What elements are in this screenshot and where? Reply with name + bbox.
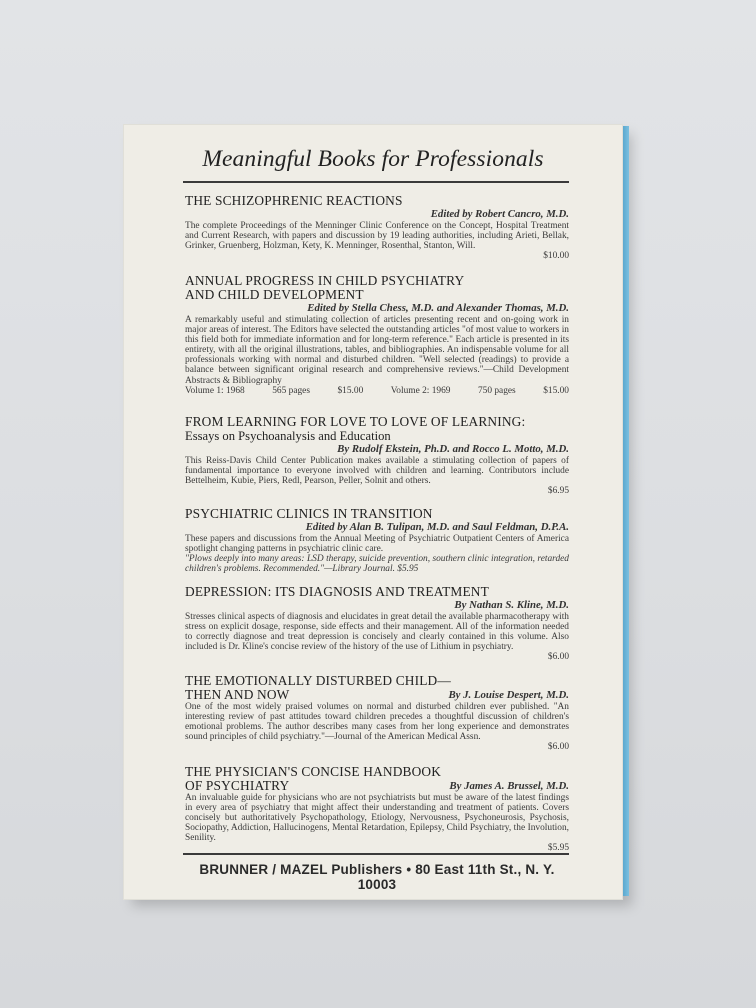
book-title-line1: THE EMOTIONALLY DISTURBED CHILD— [185, 673, 451, 688]
book-editor: By Nathan S. Kline, M.D. [454, 599, 569, 611]
book-entry-psychiatric-clinics [185, 507, 569, 574]
book-subtitle: Essays on Psychoanalysis and Education [185, 429, 391, 443]
book-description: An invaluable guide for physicians who are not psychiatrists but must be aware of the latest findings in every area of psychiatry that might affect their understanding and treatment of patients. Covers concisely but authoritatively Psychopathology, Etiology, Nervousness, Psychoneurosis, Psychosis, Sociopathy, Addiction, Hallucinogens, Mental Retardation, Epilepsy, Child Psychiatry, the Involution, Senility. [185, 793, 569, 844]
book-price: $10.00 [543, 251, 569, 262]
pages-2: 750 pages [477, 385, 516, 396]
price-1: $15.00 [337, 385, 364, 396]
price-2: $15.00 [543, 385, 569, 396]
book-entry-emotionally-disturbed-child [185, 674, 569, 752]
book-entry-learning-for-love [185, 415, 569, 496]
book-editor: By James A. Brussel, M.D. [449, 780, 569, 792]
book-title-line2: OF PSYCHIATRY [185, 778, 290, 793]
book-price: $6.95 [547, 486, 569, 497]
book-back-cover [123, 124, 623, 900]
volume-2: Volume 2: 1969 [390, 385, 451, 396]
book-description: These papers and discussions from the Annual Meeting of Psychiatric Outpatient Centers of America spotlight changing patterns in psychiatric clinic care. [185, 534, 569, 555]
book-description: A remarkably useful and stimulating collection of articles presenting recent and on-going work in major areas of interest. The Editors have selected the outstanding articles "of most value to workers in this field both for immediate information and for long-term reference." Each article is presented in its entirety, with all the original illustrations, tables, and bibliographies. An indispensable volume for all professionals working with normal and disturbed children. "Well selected (readings) to provide a balance between significant original research and comprehensive reviews."—Child Development Abstracts & Bibliography [185, 315, 569, 386]
book-title-line1: ANNUAL PROGRESS IN CHILD PSYCHIATRY [185, 273, 465, 288]
book-title-line2: THEN AND NOW [185, 687, 290, 702]
volume-row [185, 386, 569, 396]
footer-rule [183, 853, 569, 855]
book-description: Stresses clinical aspects of diagnosis and elucidates in great detail the available pharmacotherapy with stress on explicit dosage, response, side effects and their management. All of the information needed to correctly diagnose and treat depression is concisely and clearly contained in this volume. Also included is Dr. Kline's concise review of the history of the use of Lithium in psychiatry. [185, 612, 569, 653]
publisher-line: BRUNNER / MAZEL Publishers • 80 East 11th St., N. Y. 10003 [199, 862, 555, 892]
book-title: THE SCHIZOPHRENIC REACTIONS [185, 193, 403, 208]
volume-1: Volume 1: 1968 [185, 385, 245, 396]
book-entry-depression [185, 585, 569, 662]
book-editor: By J. Louise Despert, M.D. [448, 689, 569, 701]
book-entry-physicians-handbook [185, 765, 569, 854]
book-price: $6.00 [547, 742, 569, 753]
book-editor: Edited by Robert Cancro, M.D. [430, 208, 569, 220]
book-entry-annual-progress [185, 274, 569, 396]
book-description: The complete Proceedings of the Menninger Clinic Conference on the Concept, Hospital Treatment and Current Research, with papers and discussion by 19 leading authorities, including Arieti, Bellak, Grinker, Gruenberg, Holzman, Kety, K. Menninger, Rosenthal, Stanton, Will. [185, 221, 569, 252]
heading-rule [183, 181, 569, 183]
book-description: This Reiss-Davis Child Center Publication makes available a stimulating collection of papers of fundamental importance to everyone involved with children and learning. Contributors include Bettelheim, Kubie, Piers, Redl, Pearson, Peller, Solnit and others. [185, 456, 569, 487]
page-heading: Meaningful Books for Professionals [202, 146, 544, 172]
book-description: One of the most widely praised volumes on normal and disturbed children ever published. "An interesting review of past attitudes toward children precedes a thoughtful discussion of children's emotional problems. The author describes many cases from her long experience and demonstrates sound principles of child psychiatry."—Journal of the American Medical Assn. [185, 702, 569, 743]
book-editor: Edited by Stella Chess, M.D. and Alexander Thomas, M.D. [307, 302, 569, 314]
book-title: FROM LEARNING FOR LOVE TO LOVE OF LEARNING: [185, 414, 526, 429]
book-title-line1: THE PHYSICIAN'S CONCISE HANDBOOK [185, 764, 442, 779]
book-editor: By Rudolf Ekstein, Ph.D. and Rocco L. Motto, M.D. [337, 443, 569, 455]
book-entry-schizophrenic-reactions [185, 194, 569, 261]
book-title: DEPRESSION: ITS DIAGNOSIS AND TREATMENT [185, 584, 489, 599]
book-title: PSYCHIATRIC CLINICS IN TRANSITION [185, 506, 433, 521]
pages-1: 565 pages [272, 385, 310, 396]
book-title-line2: AND CHILD DEVELOPMENT [185, 287, 364, 302]
book-editor: Edited by Alan B. Tulipan, M.D. and Saul Feldman, D.P.A. [305, 521, 569, 533]
book-price: $5.95 [547, 843, 569, 854]
book-quote: "Plows deeply into many areas: LSD therapy, suicide prevention, southern clinic integration, retarded children's problems. Recommended."—Library Journal. $5.95 [185, 554, 569, 575]
book-price: $6.00 [547, 652, 569, 663]
